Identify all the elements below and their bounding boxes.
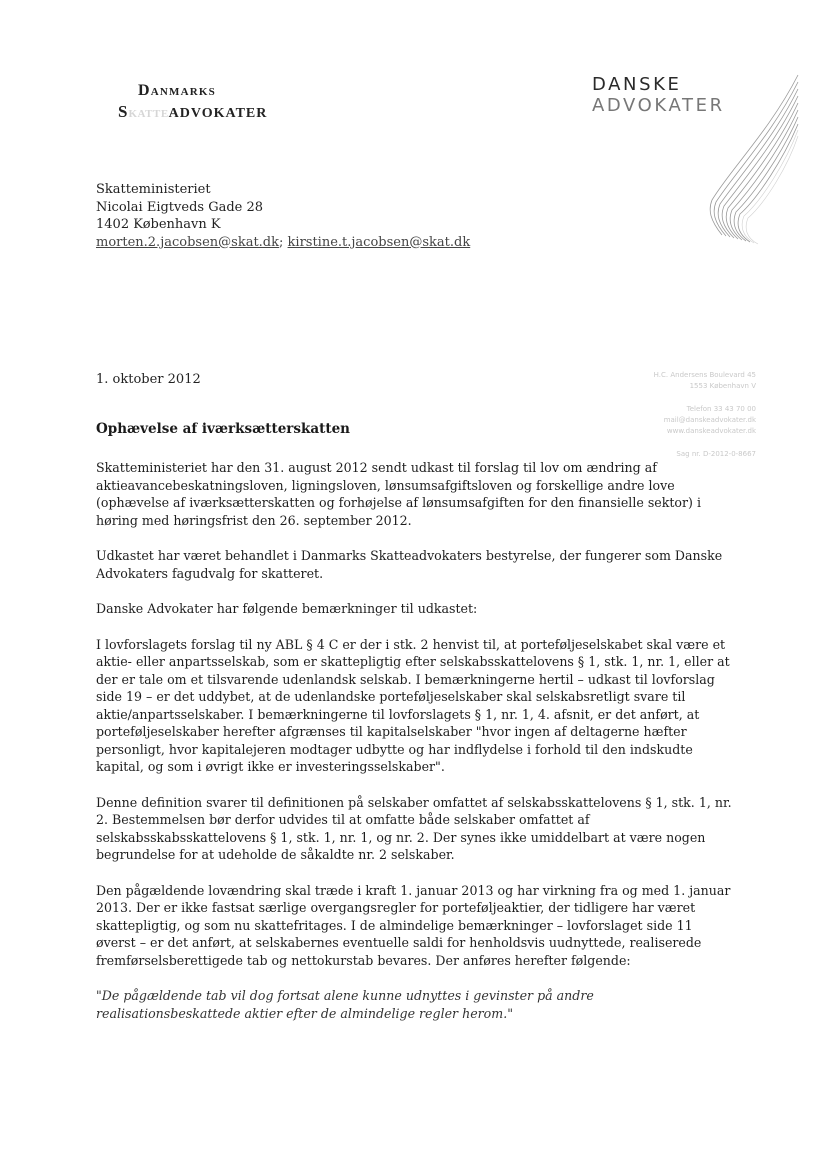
recipient-name: Skatteministeriet — [96, 182, 211, 197]
logo-line-danmarks: Danmarks — [138, 82, 216, 99]
paragraph: Skatteministeriet har den 31. august 2012 sendt udkast til forslag til lov om ændring af aktieavancebeskatningsloven, ligningsloven, lønsumsafgiftsloven og forskellige andre love (ophævelse af iværksætterskatten og forhøjelse af lønsumsafgiften for den finansielle sektor) i høring med høringsfrist den 26. september 2012. — [96, 460, 701, 528]
recipient-city: 1402 København K — [96, 217, 221, 232]
paragraph: Den pågældende lovændring skal træde i kraft 1. januar 2013 og har virkning fra og med 1. januar 2013. Der er ikke fastsat særlige overgangsregler for porteføljeaktier, der tidligere har været skattepligtig, og som nu skattefritages. I de almindelige bemærkninger – lovforslaget side 11 øverst – er det anført, at selskabernes eventuelle saldi for henholdsvis uudnyttede, realiserede fremførselsberettigede tab og nettokurstab bevares. Der anføres herefter følgende: — [96, 882, 731, 968]
letter-body — [96, 459, 736, 1040]
recipient-street: Nicolai Eigtveds Gade 28 — [96, 199, 264, 215]
email-link-2[interactable]: kirstine.t.jacobsen@skat.dk — [287, 234, 471, 250]
quoted-paragraph: "De pågældende tab vil dog fortsat alene kunne udnyttes i gevinster på andre realisationsbeskattede aktier efter de almindelige regler herom." — [96, 988, 594, 1021]
logo-line-danske: DANSKE — [592, 74, 682, 95]
sender-address-line-2: 1553 København V — [689, 382, 756, 390]
sender-email: mail@danskeadvokater.dk — [663, 416, 756, 424]
sender-ref: Sag nr. D-2012-0-8667 — [676, 450, 756, 458]
danmarks-skatteadvokater-logo — [118, 82, 338, 126]
sender-phone: Telefon 33 43 70 00 — [686, 405, 756, 413]
sender-address-line-1: H.C. Andersens Boulevard 45 — [653, 371, 756, 379]
paragraph: I lovforslagets forslag til ny ABL § 4 C er der i stk. 2 henvist til, at porteføljeselskabet skal være et aktie- eller anpartsselskab, som er skattepligtig efter selskabsskattelovens § 1, stk. 1, nr. 1, eller at der er tale om et tilsvarende udenlandsk selskab. I bemærkningerne hertil – udkast til lovforslag side 19 – er det uddybet, at de udenlandske porteføljeselskaber skal selskabsretligt svare til aktie/anpartsselskaber. I bemærkningerne til lovforslagets § 1, nr. 1, 4. afsnit, er det anført, at porteføljeselskaber herefter afgrænses til kapitalselskaber "hvor ingen af deltagerne hæfter personligt, hvor kapitalejeren modtager udbytte og har indflydelse i forhold til den indskudte kapital, og som i øvrigt ikke er investeringsselskaber". — [96, 636, 730, 774]
letter-date: 1. oktober 2012 — [96, 372, 201, 387]
logo-line-advokater: ADVOKATER — [592, 95, 725, 116]
recipient-emails: morten.2.jacobsen@skat.dk; kirstine.t.jacobsen@skat.dk — [96, 234, 471, 250]
sender-web: www.danskeadvokater.dk — [666, 427, 756, 435]
logo-swoosh-graphic — [700, 70, 800, 250]
email-link-1[interactable]: morten.2.jacobsen@skat.dk — [96, 234, 279, 250]
logo-line-skatteadvokater: SKATTEADVOKATER — [118, 102, 268, 121]
paragraph: Danske Advokater har følgende bemærkninger til udkastet: — [96, 601, 478, 616]
paragraph: Udkastet har været behandlet i Danmarks Skatteadvokaters bestyrelse, der fungerer som Danske Advokaters fagudvalg for skatteret. — [96, 548, 723, 581]
recipient-address — [96, 181, 470, 251]
sender-info-block — [596, 370, 756, 460]
letter-subject: Ophævelse af iværksætterskatten — [96, 421, 351, 437]
paragraph: Denne definition svarer til definitionen på selskaber omfattet af selskabsskattelovens § 1, stk. 1, nr. 2. Bestemmelsen bør derfor udvides til at omfatte både selskaber omfattet af selskabsskabsskattelovens § 1, stk. 1, nr. 1, og nr. 2. Der synes ikke umiddelbart at være nogen begrundelse for at udeholde de såkaldte nr. 2 selskaber. — [96, 794, 732, 862]
